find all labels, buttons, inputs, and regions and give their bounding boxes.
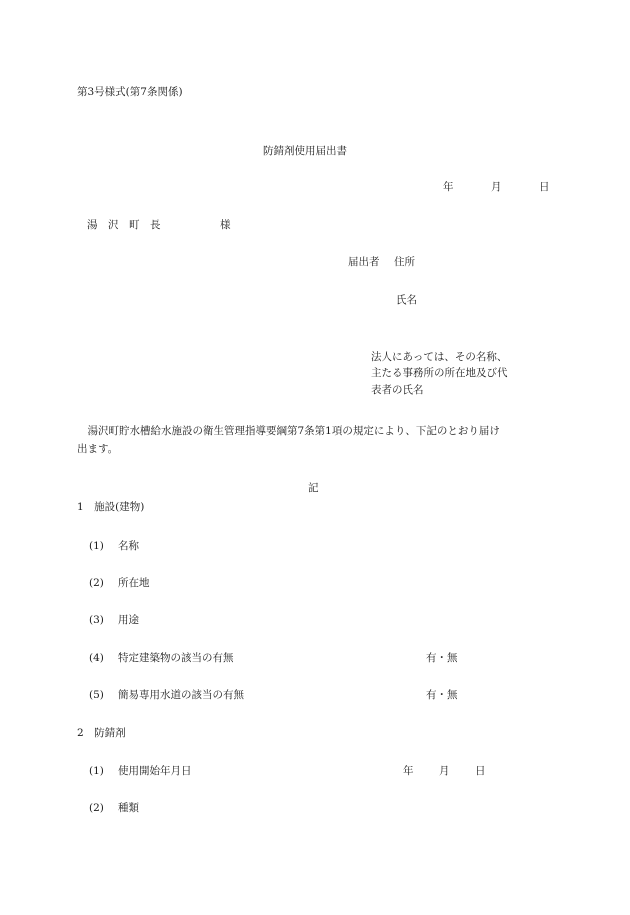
item-number: (2) xyxy=(89,802,104,814)
item-number: (5) xyxy=(89,689,104,701)
body-line: 出ます。 xyxy=(77,443,119,455)
addressee-honorific: 様 xyxy=(220,219,231,231)
applicant-label: 届出者 xyxy=(348,256,380,268)
addressee-name: 湯 沢 町 長 xyxy=(87,219,161,231)
document-title: 防錆剤使用届出書 xyxy=(263,145,347,157)
name-label: 氏名 xyxy=(396,294,417,306)
corporate-note-line: 法人にあっては、その名称、 xyxy=(371,351,508,363)
body-line: 湯沢町貯水槽給水施設の衛生管理指導要綱第7条第1項の規定により、下記のとおり届け xyxy=(77,425,500,437)
item-number: (2) xyxy=(89,577,104,589)
date-year: 年 xyxy=(443,181,454,193)
item-label: 簡易専用水道の該当の有無 xyxy=(118,689,244,701)
item-number: (4) xyxy=(89,652,104,664)
item-number: (1) xyxy=(89,765,104,777)
item-number: (3) xyxy=(89,614,104,626)
item-label: 用途 xyxy=(118,614,139,626)
yes-no-option: 有・無 xyxy=(426,652,458,664)
yes-no-option: 有・無 xyxy=(426,689,458,701)
item-label: 特定建築物の該当の有無 xyxy=(118,652,234,664)
address-label: 住所 xyxy=(394,256,415,268)
date-month: 月 xyxy=(491,181,502,193)
item-label: 種類 xyxy=(118,802,139,814)
item-label: 名称 xyxy=(118,540,139,552)
start-day: 日 xyxy=(475,765,486,777)
corporate-note-line: 表者の氏名 xyxy=(371,383,424,396)
corporate-note-line: 主たる事務所の所在地及び代 xyxy=(371,367,508,380)
item-label: 所在地 xyxy=(118,577,150,589)
date-day: 日 xyxy=(539,181,550,193)
item-number: (1) xyxy=(89,540,104,552)
start-month: 月 xyxy=(439,765,450,777)
section2-heading: 2 防錆剤 xyxy=(77,727,126,739)
item-label: 使用開始年月日 xyxy=(118,765,192,777)
form-number: 第3号様式(第7条関係) xyxy=(77,86,183,98)
corporate-note xyxy=(371,349,508,398)
section1-heading: 1 施設(建物) xyxy=(77,501,145,513)
ki-heading: 記 xyxy=(308,482,319,494)
start-year: 年 xyxy=(403,765,414,777)
